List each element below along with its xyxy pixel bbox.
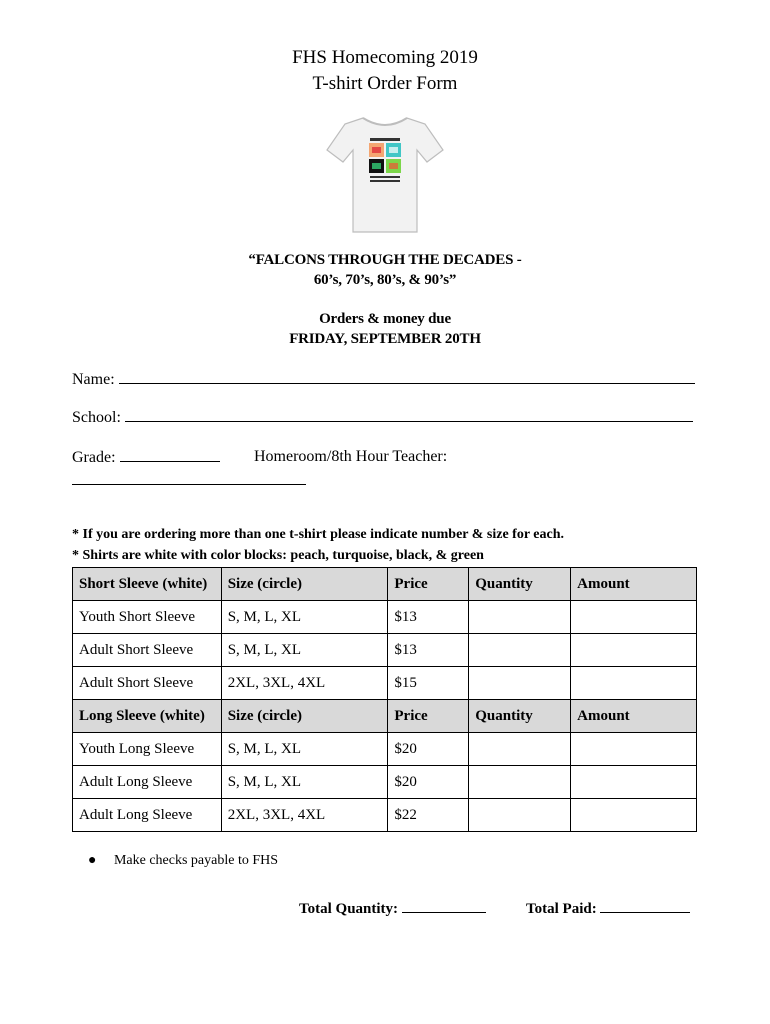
item-cell: Adult Long Sleeve (73, 766, 222, 799)
school-input-line[interactable] (125, 407, 693, 422)
total-quantity-field[interactable] (299, 898, 486, 918)
teacher-input-line[interactable] (72, 470, 306, 485)
long-sleeve-header-row (73, 700, 697, 733)
price-cell: $15 (388, 667, 469, 700)
name-field[interactable] (72, 369, 695, 390)
price-cell: $20 (388, 733, 469, 766)
table-row (73, 634, 697, 667)
amount-cell[interactable] (571, 634, 697, 667)
theme-line-1: “FALCONS THROUGH THE DECADES - (248, 252, 522, 268)
item-cell: Adult Short Sleeve (73, 667, 222, 700)
order-note-1: * If you are ordering more than one t-shirt please indicate number & size for each. (72, 527, 565, 542)
teacher-label: Homeroom/8th Hour Teacher: (254, 448, 448, 465)
form-subtitle: T-shirt Order Form (312, 73, 458, 94)
school-field[interactable] (72, 407, 693, 428)
quantity-cell[interactable] (469, 766, 571, 799)
theme-line-2: 60’s, 70’s, 80’s, & 90’s” (313, 272, 457, 288)
payment-note-text: Make checks payable to FHS (113, 853, 279, 868)
price-cell: $22 (388, 799, 469, 832)
size-cell[interactable]: S, M, L, XL (221, 733, 388, 766)
total-paid-line[interactable] (600, 898, 690, 913)
table-row (73, 667, 697, 700)
price-cell: $13 (388, 634, 469, 667)
price-cell: $13 (388, 601, 469, 634)
size-cell[interactable]: S, M, L, XL (221, 766, 388, 799)
payment-note (88, 853, 278, 869)
order-table (72, 567, 697, 832)
total-quantity-line[interactable] (402, 898, 486, 913)
total-quantity-label: Total Quantity: (299, 901, 399, 917)
header-cell: Quantity (469, 700, 571, 733)
name-label: Name: (72, 371, 115, 388)
amount-cell[interactable] (571, 667, 697, 700)
item-cell: Adult Short Sleeve (73, 634, 222, 667)
grade-field[interactable] (72, 447, 220, 468)
quantity-cell[interactable] (469, 667, 571, 700)
short-sleeve-header-row (73, 568, 697, 601)
table-row (73, 733, 697, 766)
price-cell: $20 (388, 766, 469, 799)
header-cell: Amount (571, 568, 697, 601)
order-note-2: * Shirts are white with color blocks: peach, turquoise, black, & green (72, 548, 484, 563)
table-row (73, 766, 697, 799)
header-cell: Short Sleeve (white) (73, 568, 222, 601)
school-label: School: (72, 409, 121, 426)
size-cell[interactable]: S, M, L, XL (221, 601, 388, 634)
quantity-cell[interactable] (469, 799, 571, 832)
name-input-line[interactable] (119, 369, 695, 384)
due-line-2: FRIDAY, SEPTEMBER 20TH (289, 331, 481, 347)
tshirt-image (325, 110, 445, 235)
form-title: FHS Homecoming 2019 (292, 47, 478, 68)
header-cell: Price (388, 700, 469, 733)
grade-label: Grade: (72, 449, 116, 466)
due-line-1: Orders & money due (319, 311, 451, 327)
header-cell: Size (circle) (221, 700, 388, 733)
total-paid-label: Total Paid: (526, 901, 597, 917)
header-cell: Quantity (469, 568, 571, 601)
item-cell: Adult Long Sleeve (73, 799, 222, 832)
total-paid-field[interactable] (526, 898, 690, 918)
header-cell: Long Sleeve (white) (73, 700, 222, 733)
header-cell: Size (circle) (221, 568, 388, 601)
item-cell: Youth Long Sleeve (73, 733, 222, 766)
amount-cell[interactable] (571, 799, 697, 832)
grade-input-line[interactable] (120, 447, 220, 462)
quantity-cell[interactable] (469, 733, 571, 766)
size-cell[interactable]: 2XL, 3XL, 4XL (221, 799, 388, 832)
size-cell[interactable]: 2XL, 3XL, 4XL (221, 667, 388, 700)
size-cell[interactable]: S, M, L, XL (221, 634, 388, 667)
quantity-cell[interactable] (469, 634, 571, 667)
amount-cell[interactable] (571, 601, 697, 634)
bullet-icon: ● (88, 853, 97, 868)
amount-cell[interactable] (571, 733, 697, 766)
table-row (73, 601, 697, 634)
header-cell: Amount (571, 700, 697, 733)
item-cell: Youth Short Sleeve (73, 601, 222, 634)
table-row (73, 799, 697, 832)
amount-cell[interactable] (571, 766, 697, 799)
header-cell: Price (388, 568, 469, 601)
quantity-cell[interactable] (469, 601, 571, 634)
